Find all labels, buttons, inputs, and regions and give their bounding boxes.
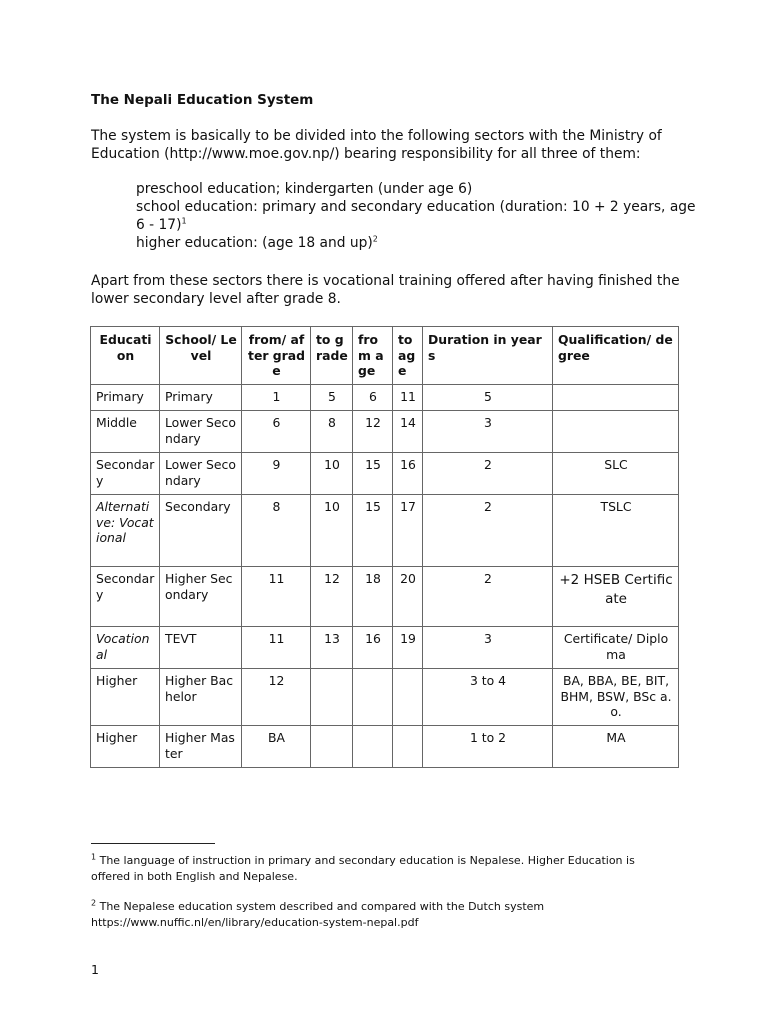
cell-from-grade: 6 [242,411,311,453]
intro-paragraph: The system is basically to be divided into the following sectors with the Ministry of Education (http://www.moe.gov.np/) bearing responsibility for all three of them: [91,128,662,162]
cell-qualification: BA, BBA, BE, BIT, BHM, BSW, BSc a.o. [553,669,679,726]
table-row [91,385,679,411]
cell-duration: 2 [423,453,553,495]
sector-item-text: preschool education; kindergarten (under age 6) [136,181,473,197]
cell-qualification: Certificate/ Diploma [553,627,679,669]
cell-to-age: 14 [393,411,423,453]
cell-duration: 5 [423,385,553,411]
cell-from-grade: 11 [242,627,311,669]
footnote-mark-2: 2 [91,898,97,908]
cell-school-level: Secondary [160,495,242,567]
footnote-mark-1: 1 [91,852,97,862]
cell-qualification: SLC [553,453,679,495]
cell-to-grade: 8 [311,411,353,453]
cell-from-grade: 12 [242,669,311,726]
cell-education: Middle [91,411,160,453]
cell-education: Higher [91,669,160,726]
cell-school-level: Higher Bachelor [160,669,242,726]
cell-duration: 3 [423,627,553,669]
cell-qualification [553,411,679,453]
vocational-paragraph: Apart from these sectors there is vocational training offered after having finished the lower secondary level after grade 8. [91,273,680,307]
education-table [90,326,679,768]
cell-education: Secondary [91,453,160,495]
table-header-row [91,327,679,385]
cell-from-grade: BA [242,726,311,768]
document-title: The Nepali Education System [91,92,314,108]
footnote-ref-1[interactable]: 1 [181,216,187,226]
cell-education: Alternative: Vocational [91,495,160,567]
sector-item-preschool [136,180,696,198]
sector-item-text: higher education: (age 18 and up) [136,235,373,251]
table-row [91,411,679,453]
footnote-text-2: The Nepalese education system described and compared with the Dutch system https://www.nuffic.nl/en/library/education-system-nepal.pdf [91,900,545,929]
footnote-2 [91,899,651,930]
cell-duration: 3 [423,411,553,453]
cell-school-level: TEVT [160,627,242,669]
cell-from-grade: 11 [242,567,311,627]
cell-to-grade: 13 [311,627,353,669]
table-row [91,567,679,627]
cell-from-age: 15 [353,495,393,567]
cell-from-age: 12 [353,411,393,453]
sector-item-higher [136,234,696,252]
header-from-age: from age [353,327,393,385]
table-row [91,669,679,726]
cell-qualification: +2 HSEB Certificate [553,567,679,627]
header-qualification: Qualification/ degree [553,327,679,385]
cell-to-grade: 10 [311,495,353,567]
cell-school-level: Primary [160,385,242,411]
cell-from-age: 16 [353,627,393,669]
sector-item-school [136,198,696,234]
table-row [91,726,679,768]
cell-from-age: 18 [353,567,393,627]
page-number: 1 [91,962,99,977]
cell-education: Vocational [91,627,160,669]
cell-school-level: Higher Master [160,726,242,768]
cell-from-age [353,726,393,768]
cell-qualification: MA [553,726,679,768]
cell-education: Secondary [91,567,160,627]
cell-to-age [393,669,423,726]
cell-qualification: TSLC [553,495,679,567]
sector-list [136,180,696,252]
cell-duration: 1 to 2 [423,726,553,768]
header-school-level: School/ Level [160,327,242,385]
cell-from-age [353,669,393,726]
header-to-grade: to grade [311,327,353,385]
table-row [91,627,679,669]
cell-qualification [553,385,679,411]
cell-from-age: 15 [353,453,393,495]
header-from-grade: from/ after grade [242,327,311,385]
cell-to-age: 11 [393,385,423,411]
cell-to-grade [311,669,353,726]
cell-school-level: Higher Secondary [160,567,242,627]
cell-to-age: 17 [393,495,423,567]
cell-to-age [393,726,423,768]
footnote-1 [91,853,651,884]
cell-to-grade: 10 [311,453,353,495]
cell-duration: 2 [423,567,553,627]
header-to-age: to age [393,327,423,385]
table-row [91,495,679,567]
cell-from-grade: 8 [242,495,311,567]
cell-to-age: 16 [393,453,423,495]
cell-school-level: Lower Secondary [160,453,242,495]
cell-school-level: Lower Secondary [160,411,242,453]
cell-duration: 3 to 4 [423,669,553,726]
cell-to-grade [311,726,353,768]
cell-to-age: 19 [393,627,423,669]
footnote-separator [91,843,215,844]
cell-from-grade: 9 [242,453,311,495]
header-education: Education [91,327,160,385]
header-duration: Duration in years [423,327,553,385]
cell-from-grade: 1 [242,385,311,411]
cell-duration: 2 [423,495,553,567]
cell-education: Primary [91,385,160,411]
cell-from-age: 6 [353,385,393,411]
footnote-text-1: The language of instruction in primary and secondary education is Nepalese. Higher Education is offered in both English and Nepalese. [91,854,635,883]
cell-to-grade: 12 [311,567,353,627]
cell-education: Higher [91,726,160,768]
footnote-ref-2[interactable]: 2 [372,234,378,244]
cell-to-age: 20 [393,567,423,627]
cell-to-grade: 5 [311,385,353,411]
sector-item-text: school education: primary and secondary education (duration: 10 + 2 years, age 6 - 17) [136,199,696,233]
table-row [91,453,679,495]
